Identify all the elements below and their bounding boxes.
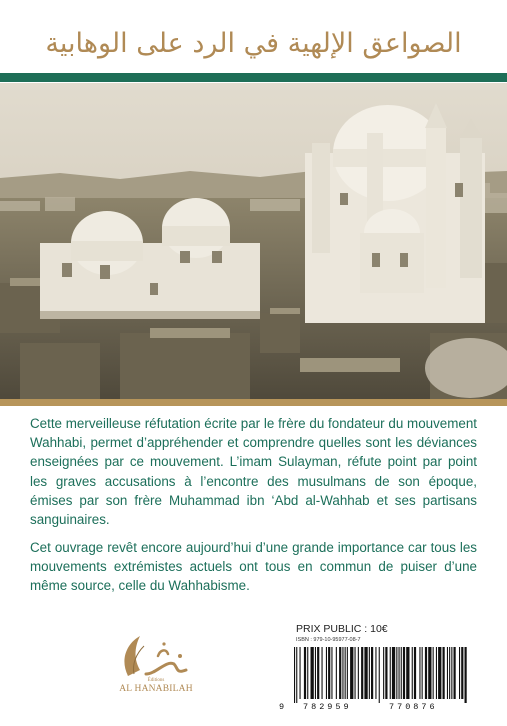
barcode-bar	[379, 647, 380, 703]
barcode-bar	[412, 647, 413, 699]
barcode-bar	[336, 647, 337, 699]
barcode-bar	[317, 647, 319, 699]
cover-photo-domes	[0, 83, 507, 400]
barcode-right-group: 770876	[389, 702, 438, 712]
barcode-bar	[461, 647, 463, 699]
barcode-bar	[459, 647, 460, 699]
isbn-text: ISBN : 979-10-95977-08-7	[296, 637, 361, 643]
description-paragraph-2: Cet ouvrage revêt encore aujourd’hui d’une grande importance car tous les mouvements extrémistes actuels ont tous en commun de puiser d’une même source, celle du Wahhabisme.	[30, 540, 477, 594]
barcode-bar	[425, 647, 427, 699]
barcode-bar	[369, 647, 370, 699]
barcode-bar	[385, 647, 387, 699]
description-paragraph-1: Cette merveilleuse réfutation écrite par le frère du fondateur du mouvement Wahhabi, permet d’appréhender et comprendre quelles sont les déviances enseignées par ce mouvement. L’imam Sulayman, réfute point par point les graves accusations à l’encontre des musulmans de son époque, émises par son frère Muhammad ibn ‘Abd al-Wahhab et ses partisans sanguinaires.	[30, 416, 477, 528]
barcode-bar	[342, 647, 343, 699]
barcode-bar	[454, 647, 456, 699]
barcode-bar	[383, 647, 384, 699]
barcode-bar	[433, 647, 434, 699]
barcode-bar	[419, 647, 420, 699]
barcode-bar	[422, 647, 423, 699]
publisher-name: AL HANABILAH	[119, 684, 193, 694]
barcode-bar	[401, 647, 402, 699]
barcode-bar	[414, 647, 416, 699]
barcode-bar	[443, 647, 445, 699]
barcode-bar	[447, 647, 448, 699]
barcode-bar	[396, 647, 397, 699]
barcode-bar	[392, 647, 395, 699]
barcode-bar	[339, 647, 341, 699]
barcode-first-digit: 9	[279, 702, 285, 712]
barcode-bar	[449, 647, 450, 699]
barcode-icon	[288, 645, 473, 703]
barcode-bar	[355, 647, 356, 699]
barcode-bar	[436, 647, 437, 699]
barcode-bar	[451, 647, 452, 699]
barcode-bar	[390, 647, 391, 699]
barcode-bar	[465, 647, 467, 703]
barcode-left-group: 782959	[303, 702, 352, 712]
barcode-bar	[371, 647, 373, 699]
barcode-bar	[399, 647, 400, 699]
gold-divider	[0, 399, 507, 406]
barcode-bar	[296, 647, 297, 703]
barcode-bar	[345, 647, 346, 699]
barcode-bar	[364, 647, 367, 699]
publisher-small-text: Éditions	[147, 678, 165, 683]
green-divider	[0, 73, 507, 82]
barcode-bar	[294, 647, 295, 703]
barcode-bar	[438, 647, 441, 699]
barcode-bar	[375, 647, 376, 699]
barcode-bar	[358, 647, 359, 699]
barcode-bar	[307, 647, 308, 699]
barcode-bar	[322, 647, 323, 699]
domes-illustration	[0, 83, 507, 400]
barcode-bar	[331, 647, 332, 699]
barcode-bar	[361, 647, 363, 699]
barcode-bar	[304, 647, 306, 699]
barcode-bar	[315, 647, 316, 699]
barcode-bar	[300, 647, 301, 699]
barcode-bar	[428, 647, 431, 699]
price-label: PRIX PUBLIC : 10€	[296, 623, 388, 635]
barcode-bar	[350, 647, 353, 699]
barcode-bar	[311, 647, 314, 699]
barcode-bar	[328, 647, 330, 699]
barcode-bar	[403, 647, 405, 699]
barcode-bar	[326, 647, 327, 699]
barcode-bar	[406, 647, 409, 699]
arabic-title: الصواعق الإلهية في الرد على الوهابية	[45, 28, 462, 59]
barcode-bar	[347, 647, 348, 699]
